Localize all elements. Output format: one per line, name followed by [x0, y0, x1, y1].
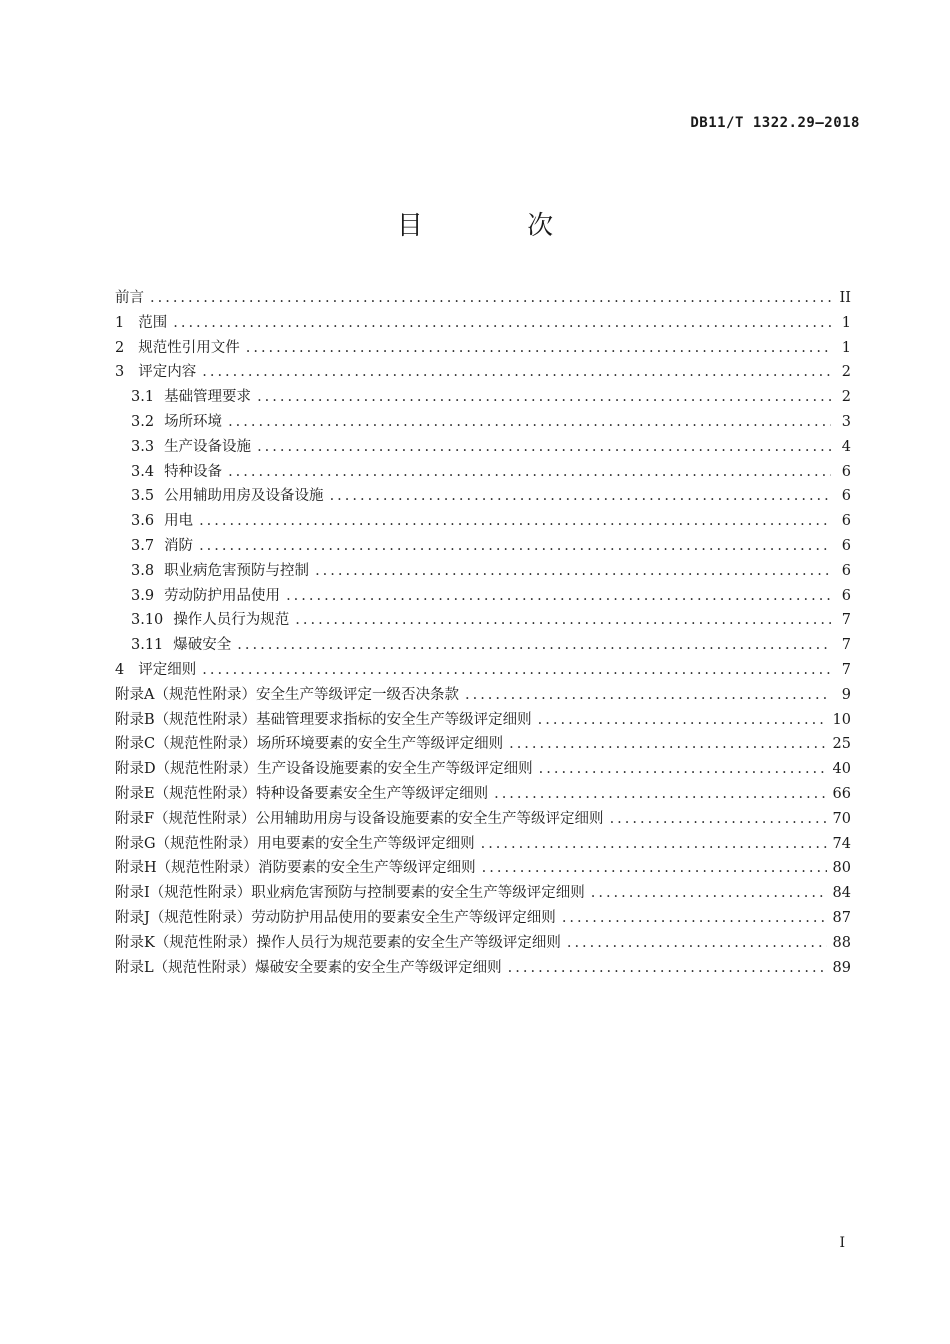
- toc-page-number: 89: [832, 959, 851, 976]
- toc-leader-dots: [494, 786, 826, 802]
- toc-entry[interactable]: [115, 658, 851, 683]
- toc-entry-number: 3.8: [131, 562, 155, 579]
- toc-leader-dots: [199, 538, 831, 554]
- document-code: DB11/T 1322.29—2018: [690, 115, 860, 131]
- toc-entry[interactable]: [115, 832, 851, 857]
- toc-page-number: 40: [832, 761, 851, 778]
- toc-page-number: 74: [832, 835, 851, 852]
- toc-entry-title: 消防要素的安全生产等级评定细则: [258, 860, 476, 877]
- toc-entry-number: 3.4: [131, 463, 155, 480]
- toc-entry-number: 3.7: [131, 537, 155, 554]
- toc-entry-title: 评定内容: [138, 364, 197, 381]
- toc-entry-title: 劳动防护用品使用的要素安全生产等级评定细则: [251, 909, 556, 926]
- toc-leader-dots: [538, 712, 827, 728]
- toc-entry[interactable]: [115, 311, 851, 336]
- toc-entry[interactable]: [115, 385, 851, 410]
- toc-leader-dots: [481, 836, 827, 852]
- table-of-contents: [115, 286, 851, 980]
- toc-leader-dots: [173, 315, 831, 331]
- toc-entry[interactable]: [115, 484, 851, 509]
- toc-leader-dots: [315, 563, 831, 579]
- toc-entry-title: 安全生产等级评定一级否决条款: [255, 686, 459, 703]
- toc-entry-title: 爆破安全: [173, 637, 232, 654]
- toc-entry-title: 特种设备: [164, 463, 223, 480]
- toc-page-number: 1: [841, 339, 851, 356]
- toc-entry-number: 3.3: [131, 438, 155, 455]
- toc-leader-dots: [199, 513, 831, 529]
- toc-page-number: 70: [832, 810, 851, 827]
- toc-entry[interactable]: [115, 956, 851, 981]
- toc-entry-title: 规范性引用文件: [138, 339, 240, 356]
- toc-leader-dots: [257, 389, 831, 405]
- toc-page-number: 7: [841, 661, 851, 678]
- toc-appendix-label: 附录L（规范性附录）: [115, 959, 256, 976]
- toc-entry-number: 3.6: [131, 513, 155, 530]
- toc-entry[interactable]: [115, 881, 851, 906]
- toc-appendix-label: 附录H（规范性附录）: [115, 860, 259, 877]
- toc-entry[interactable]: [115, 509, 851, 534]
- toc-entry[interactable]: [115, 460, 851, 485]
- toc-page-number: 7: [841, 637, 851, 654]
- toc-entry-number: 1: [115, 314, 125, 331]
- toc-entry-title: 公用辅助用房及设备设施: [164, 488, 324, 505]
- toc-entry-title: 用电: [164, 513, 194, 530]
- toc-page-number: 6: [841, 513, 851, 530]
- toc-leader-dots: [202, 662, 831, 678]
- toc-entry-title: 场所环境: [164, 413, 223, 430]
- toc-entry-title: 公用辅助用房与设备设施要素的安全生产等级评定细则: [255, 810, 604, 827]
- toc-page-number: 80: [832, 860, 851, 877]
- toc-entry-title: 场所环境要素的安全生产等级评定细则: [256, 736, 504, 753]
- toc-page-number: II: [839, 290, 851, 306]
- toc-leader-dots: [295, 612, 831, 628]
- toc-entry-number: 3.2: [131, 413, 155, 430]
- toc-entry-number: 3.5: [131, 488, 155, 505]
- toc-leader-dots: [465, 687, 831, 703]
- toc-entry[interactable]: [115, 410, 851, 435]
- page-title: 目 次: [396, 211, 602, 241]
- toc-entry-title: 生产设备设施: [164, 438, 252, 455]
- toc-entry-title: 操作人员行为规范要素的安全生产等级评定细则: [256, 934, 561, 951]
- toc-entry-title: 劳动防护用品使用: [164, 587, 281, 604]
- toc-leader-dots: [508, 960, 827, 976]
- toc-entry-number: 3.9: [131, 587, 155, 604]
- toc-entry[interactable]: [115, 757, 851, 782]
- toc-page-number: 7: [841, 612, 851, 629]
- toc-entry-number: 2: [115, 339, 125, 356]
- toc-appendix-label: 附录F（规范性附录）: [115, 810, 256, 827]
- toc-page-number: 66: [832, 785, 851, 802]
- toc-entry-title: 消防: [164, 537, 194, 554]
- toc-page-number: 25: [832, 736, 851, 753]
- toc-page-number: 10: [832, 711, 851, 728]
- toc-entry[interactable]: [115, 360, 851, 385]
- toc-appendix-label: 附录G（规范性附录）: [115, 835, 258, 852]
- toc-leader-dots: [567, 935, 827, 951]
- toc-leader-dots: [509, 736, 826, 752]
- toc-entry-title: 特种设备要素安全生产等级评定细则: [256, 785, 489, 802]
- toc-page-number: 84: [832, 885, 851, 902]
- footer-page-number: I: [839, 1235, 845, 1251]
- toc-entry[interactable]: [115, 633, 851, 658]
- toc-leader-dots: [286, 588, 831, 604]
- toc-entry[interactable]: [115, 931, 851, 956]
- toc-page-number: 2: [841, 364, 851, 381]
- toc-entry[interactable]: [115, 708, 851, 733]
- toc-entry-title: 职业病危害预防与控制: [164, 562, 310, 579]
- toc-entry[interactable]: [115, 732, 851, 757]
- toc-appendix-label: 附录E（规范性附录）: [115, 785, 257, 802]
- toc-entry-title: 前言: [115, 290, 144, 306]
- toc-entry-title: 基础管理要求指标的安全生产等级评定细则: [256, 711, 532, 728]
- toc-entry-number: 3.1: [131, 389, 155, 406]
- toc-entry[interactable]: [115, 286, 851, 311]
- toc-page-number: 2: [841, 389, 851, 406]
- toc-appendix-label: 附录K（规范性附录）: [115, 934, 257, 951]
- toc-entry-number: 4: [115, 661, 125, 678]
- toc-entry-title: 爆破安全要素的安全生产等级评定细则: [255, 959, 502, 976]
- toc-leader-dots: [150, 290, 831, 306]
- toc-page-number: 6: [841, 562, 851, 579]
- toc-entry-title: 职业病危害预防与控制要素的安全生产等级评定细则: [251, 885, 585, 902]
- toc-entry-number: 3.10: [131, 612, 164, 629]
- toc-entry[interactable]: [115, 435, 851, 460]
- toc-entry[interactable]: [115, 856, 851, 881]
- toc-page-number: 88: [832, 934, 851, 951]
- toc-page-number: 4: [841, 438, 851, 455]
- toc-page-number: 6: [841, 488, 851, 505]
- toc-entry-number: 3.11: [131, 637, 164, 654]
- toc-entry[interactable]: [115, 336, 851, 361]
- toc-leader-dots: [228, 464, 831, 480]
- toc-entry-number: 3: [115, 364, 125, 381]
- toc-entry[interactable]: [115, 584, 851, 609]
- toc-appendix-label: 附录J（规范性附录）: [115, 909, 252, 926]
- toc-entry[interactable]: [115, 906, 851, 931]
- toc-leader-dots: [539, 761, 827, 777]
- toc-entry[interactable]: [115, 559, 851, 584]
- toc-page-number: 6: [841, 537, 851, 554]
- toc-leader-dots: [237, 637, 831, 653]
- toc-leader-dots: [330, 488, 831, 504]
- toc-entry-title: 范围: [138, 314, 168, 331]
- toc-appendix-label: 附录I（规范性附录）: [115, 885, 252, 902]
- toc-leader-dots: [228, 414, 831, 430]
- toc-leader-dots: [257, 439, 831, 455]
- toc-entry-title: 评定细则: [138, 661, 197, 678]
- toc-entry[interactable]: [115, 782, 851, 807]
- toc-leader-dots: [591, 885, 827, 901]
- toc-entry[interactable]: [115, 683, 851, 708]
- toc-entry-title: 生产设备设施要素的安全生产等级评定细则: [257, 761, 533, 778]
- toc-page-number: 6: [841, 463, 851, 480]
- toc-entry-title: 基础管理要求: [164, 389, 252, 406]
- toc-leader-dots: [246, 340, 831, 356]
- toc-leader-dots: [610, 811, 827, 827]
- toc-entry-title: 用电要素的安全生产等级评定细则: [257, 835, 475, 852]
- toc-leader-dots: [202, 364, 831, 380]
- toc-leader-dots: [482, 860, 827, 876]
- toc-page-number: 1: [841, 314, 851, 331]
- toc-entry[interactable]: [115, 534, 851, 559]
- toc-leader-dots: [562, 910, 827, 926]
- toc-entry-title: 操作人员行为规范: [173, 612, 290, 629]
- toc-page-number: 87: [832, 909, 851, 926]
- toc-page-number: 3: [841, 413, 851, 430]
- toc-entry[interactable]: [115, 608, 851, 633]
- toc-page-number: 9: [841, 686, 851, 703]
- toc-appendix-label: 附录B（规范性附录）: [115, 711, 257, 728]
- toc-appendix-label: 附录A（规范性附录）: [115, 686, 256, 703]
- toc-page-number: 6: [841, 587, 851, 604]
- toc-appendix-label: 附录C（规范性附录）: [115, 736, 257, 753]
- toc-appendix-label: 附录D（规范性附录）: [115, 761, 258, 778]
- toc-entry[interactable]: [115, 807, 851, 832]
